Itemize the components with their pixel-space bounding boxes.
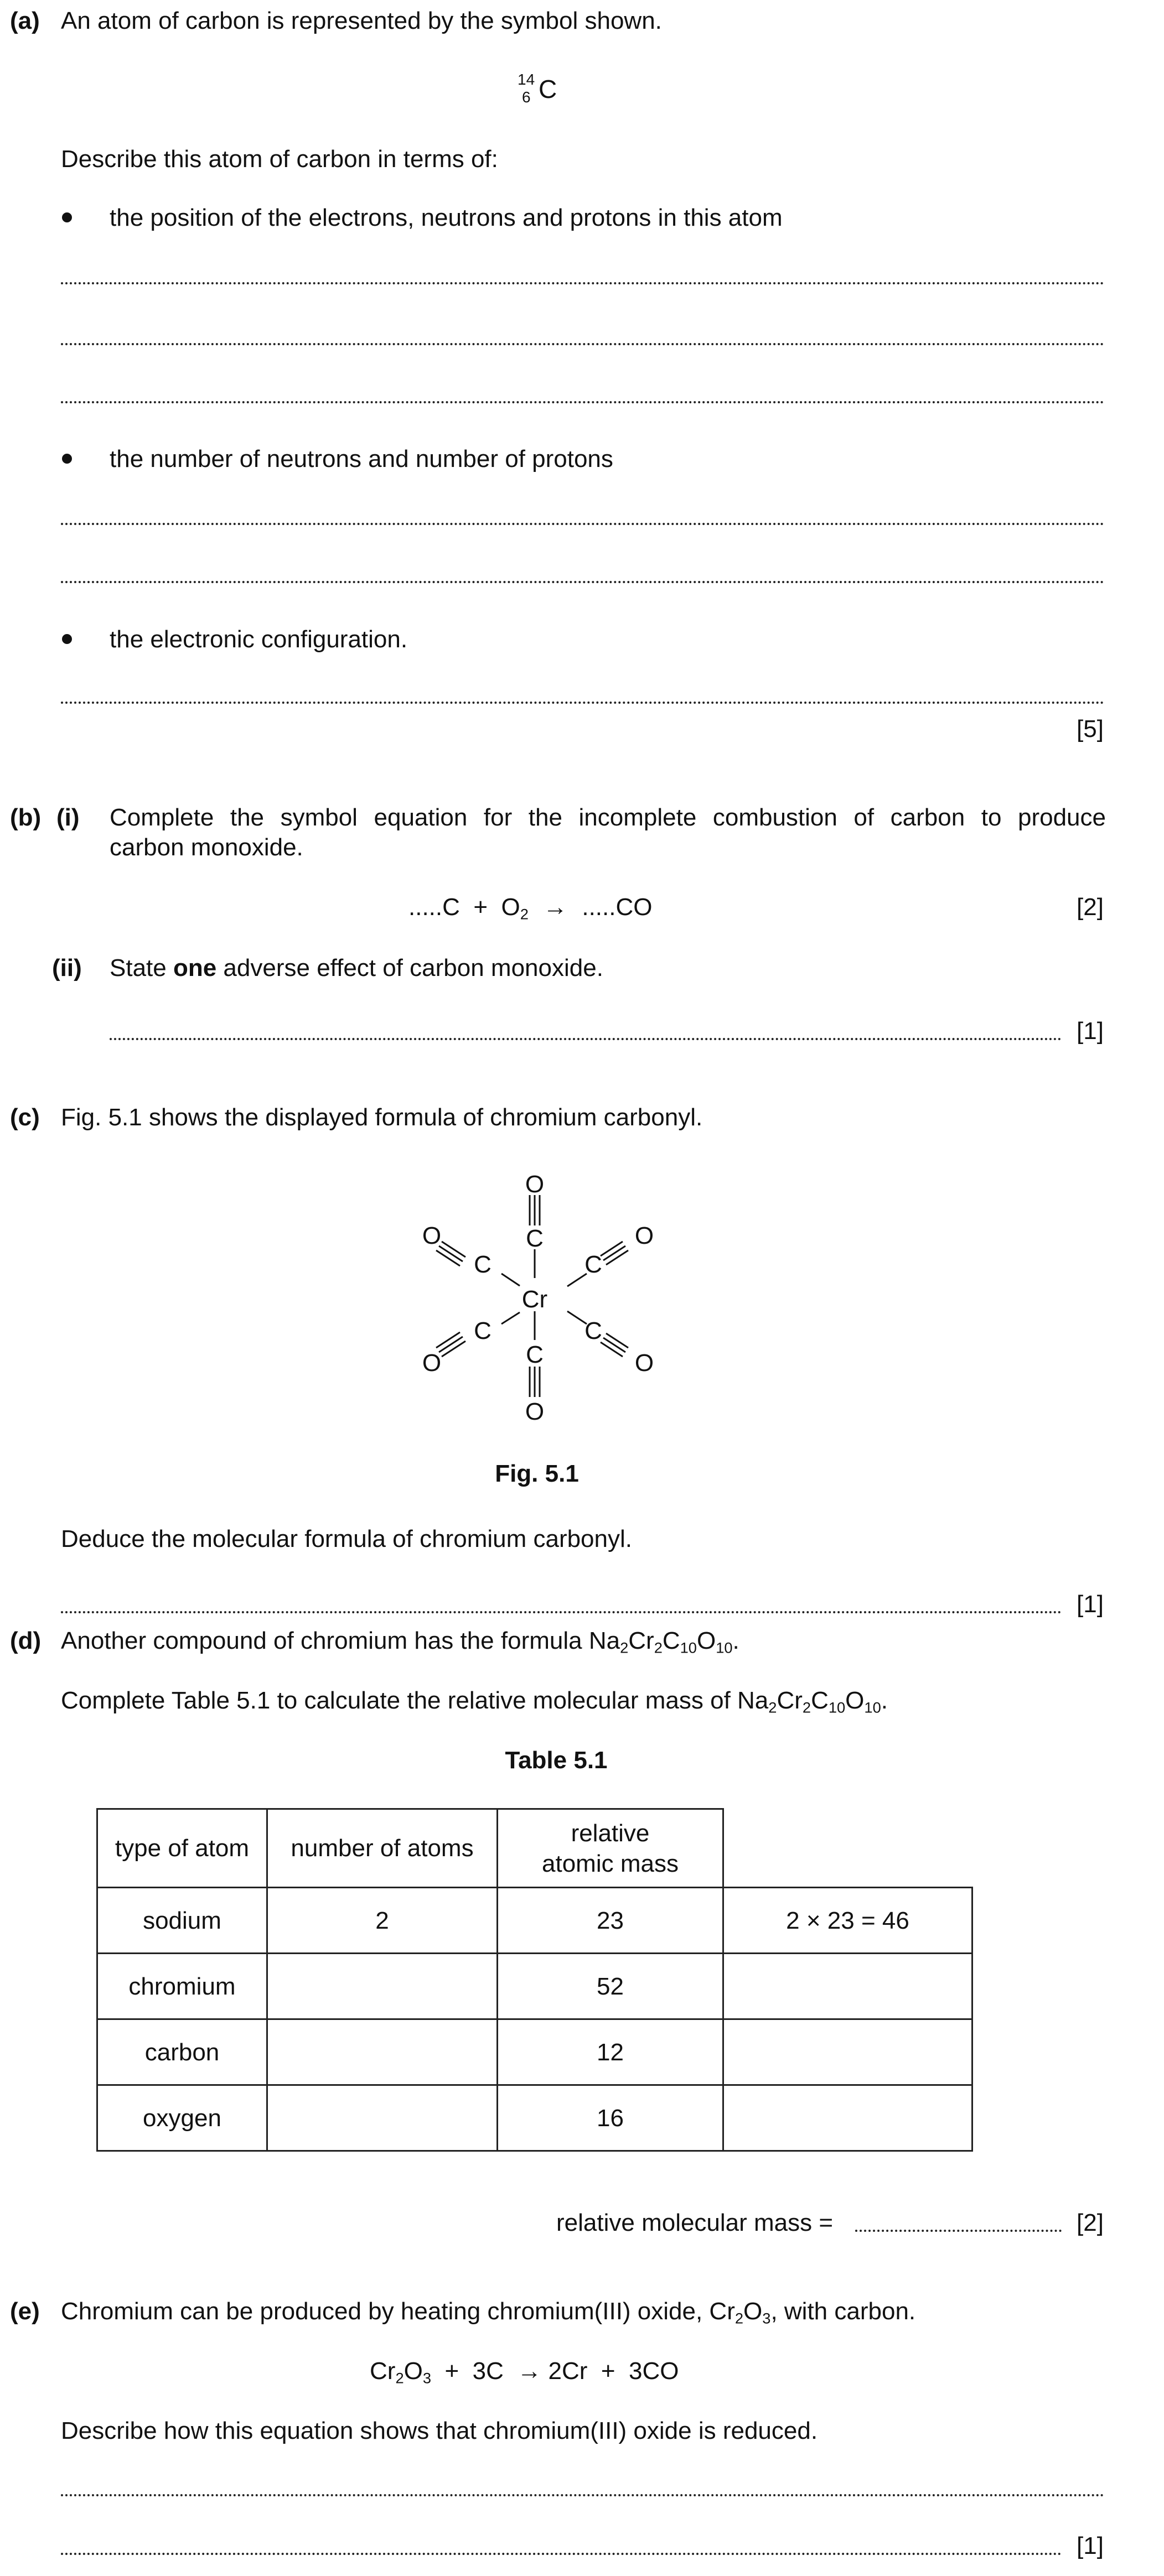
header-cell: number of atoms (266, 1808, 498, 1888)
subscript: 10 (828, 1699, 846, 1716)
table-cell: oxygen (96, 2084, 268, 2152)
subscript: 2 (395, 2369, 404, 2387)
text: C (811, 1687, 829, 1714)
carbon-atom: C (584, 1317, 602, 1344)
answer-cell[interactable] (266, 2084, 498, 2152)
subscript: 2 (734, 2309, 744, 2327)
text: , with carbon. (770, 2298, 916, 2325)
equation-right: .....CO (582, 894, 653, 921)
answer-cell[interactable] (722, 2018, 973, 2086)
table-title: Table 5.1 (505, 1747, 608, 1774)
part-b-ii-label: (ii) (52, 954, 82, 981)
text: Cr (777, 1687, 803, 1714)
bullet-3: the electronic configuration. (110, 626, 408, 653)
answer-cell[interactable] (722, 1952, 973, 2020)
marks-b-ii: [1] (1077, 1017, 1104, 1045)
header-cell: type of atom (96, 1808, 268, 1888)
equation-products: 2Cr + 3CO (548, 2357, 679, 2385)
bullet-2: the number of neutrons and number of protons (110, 445, 613, 472)
answer-line[interactable] (61, 2494, 1104, 2496)
oxygen-atom: O (422, 1222, 442, 1249)
subscript: 10 (864, 1699, 881, 1716)
table-cell: 2 (266, 1887, 498, 1954)
subscript: 3 (762, 2309, 771, 2327)
marks-e: [1] (1077, 2532, 1104, 2559)
marks-a: [5] (1077, 715, 1104, 742)
text: adverse effect of carbon monoxide. (216, 954, 603, 981)
subscript: 2 (802, 1699, 811, 1716)
carbon-atom: C (526, 1341, 544, 1368)
part-d-label: (d) (10, 1627, 42, 1654)
text: C (662, 1627, 680, 1654)
rmm-label: relative molecular mass = (556, 2209, 834, 2236)
arrow-icon: → (517, 2357, 542, 2385)
text: Another compound of chromium has the formula Na (61, 1627, 620, 1654)
table-cell: carbon (96, 2018, 268, 2086)
table-cell: 2 × 23 = 46 (722, 1887, 973, 1954)
header-cell: relative atomic mass (496, 1808, 724, 1888)
part-c-label: (c) (10, 1104, 40, 1131)
text: O (743, 2298, 763, 2325)
part-e-label: (e) (10, 2298, 40, 2325)
oxygen-atom: O (525, 1171, 545, 1198)
part-e-intro (61, 2298, 916, 2327)
part-b-i-text-2: carbon monoxide. (110, 834, 303, 861)
equation-reactant: + 3C (431, 2357, 518, 2385)
table-cell: 16 (496, 2084, 724, 2152)
emphasis: one (173, 954, 217, 981)
subscript: 2 (620, 1639, 629, 1656)
subscript: 3 (422, 2369, 432, 2387)
answer-line[interactable] (855, 2230, 1062, 2232)
mass-number: 14 (518, 71, 535, 88)
text: State (110, 954, 173, 981)
table-cell: 12 (496, 2018, 724, 2086)
chromium-atom: Cr (521, 1286, 548, 1313)
subscript: 2 (768, 1699, 777, 1716)
oxygen-atom: O (634, 1349, 654, 1377)
text: Chromium can be produced by heating chromium(III) oxide, Cr (61, 2298, 735, 2325)
bullet-1: the position of the electrons, neutrons and protons in this atom (110, 204, 783, 231)
answer-cell[interactable] (722, 2084, 973, 2152)
carbon-atom: C (474, 1317, 492, 1344)
oxygen-atom: O (525, 1398, 545, 1425)
part-b-i-text-1: Complete the symbol equation for the incomplete combustion of carbon to produce (110, 804, 1106, 831)
atomic-number: 6 (522, 89, 531, 106)
marks-b-i: [2] (1077, 894, 1104, 921)
part-e-describe: Describe how this equation shows that chromium(III) oxide is reduced. (61, 2417, 818, 2444)
equation-subscript: 2 (520, 905, 529, 923)
oxygen-atom: O (634, 1222, 654, 1249)
part-a-intro: An atom of carbon is represented by the symbol shown. (61, 7, 662, 34)
text: Complete Table 5.1 to calculate the relative molecular mass of Na (61, 1687, 769, 1714)
part-d-formula-sentence: Another compound of chromium has the formula $Na_2Cr_2C_{10}O_{10}$. (61, 1627, 739, 1656)
equation-left: .....C + O (408, 894, 520, 921)
marks-d: [2] (1077, 2209, 1104, 2236)
table-cell: chromium (96, 1952, 268, 2020)
arrow-icon: → (543, 894, 568, 921)
carbon-atom: C (584, 1251, 602, 1278)
text: Cr (628, 1627, 654, 1654)
marks-c: [1] (1077, 1591, 1104, 1618)
answer-line[interactable] (61, 1611, 1062, 1613)
subscript: 2 (654, 1639, 663, 1656)
part-a-label: (a) (10, 7, 40, 34)
table-cell: 23 (496, 1887, 724, 1954)
answer-line[interactable] (61, 2553, 1062, 2555)
table-cell: sodium (96, 1887, 268, 1954)
reduction-equation: $Cr_2O_3 + 3C \to 2Cr + 3CO$ (370, 2357, 679, 2387)
carbon-atom: C (526, 1225, 544, 1252)
subscript: 10 (680, 1639, 697, 1656)
text: O (696, 1627, 716, 1654)
oxygen-atom: O (422, 1349, 442, 1377)
figure-caption: Fig. 5.1 (495, 1460, 579, 1487)
text: O (845, 1687, 865, 1714)
part-b-label: (b) (10, 804, 42, 831)
describe-prompt: Describe this atom of carbon in terms of: (61, 146, 498, 173)
part-b-i-label: (i) (56, 804, 80, 831)
table-cell: 52 (496, 1952, 724, 2020)
carbon-atom: C (474, 1251, 492, 1278)
part-c-intro: Fig. 5.1 shows the displayed formula of chromium carbonyl. (61, 1104, 703, 1131)
element-symbol: C (539, 75, 557, 103)
answer-cell[interactable] (266, 1952, 498, 2020)
answer-cell[interactable] (266, 2018, 498, 2086)
part-d-complete-sentence: Complete Table 5.1 to calculate the relative molecular mass of $Na_2Cr_2C_{10}O_{10}$. (61, 1687, 888, 1716)
part-c-deduce: Deduce the molecular formula of chromium carbonyl. (61, 1525, 633, 1552)
subscript: 10 (716, 1639, 733, 1656)
